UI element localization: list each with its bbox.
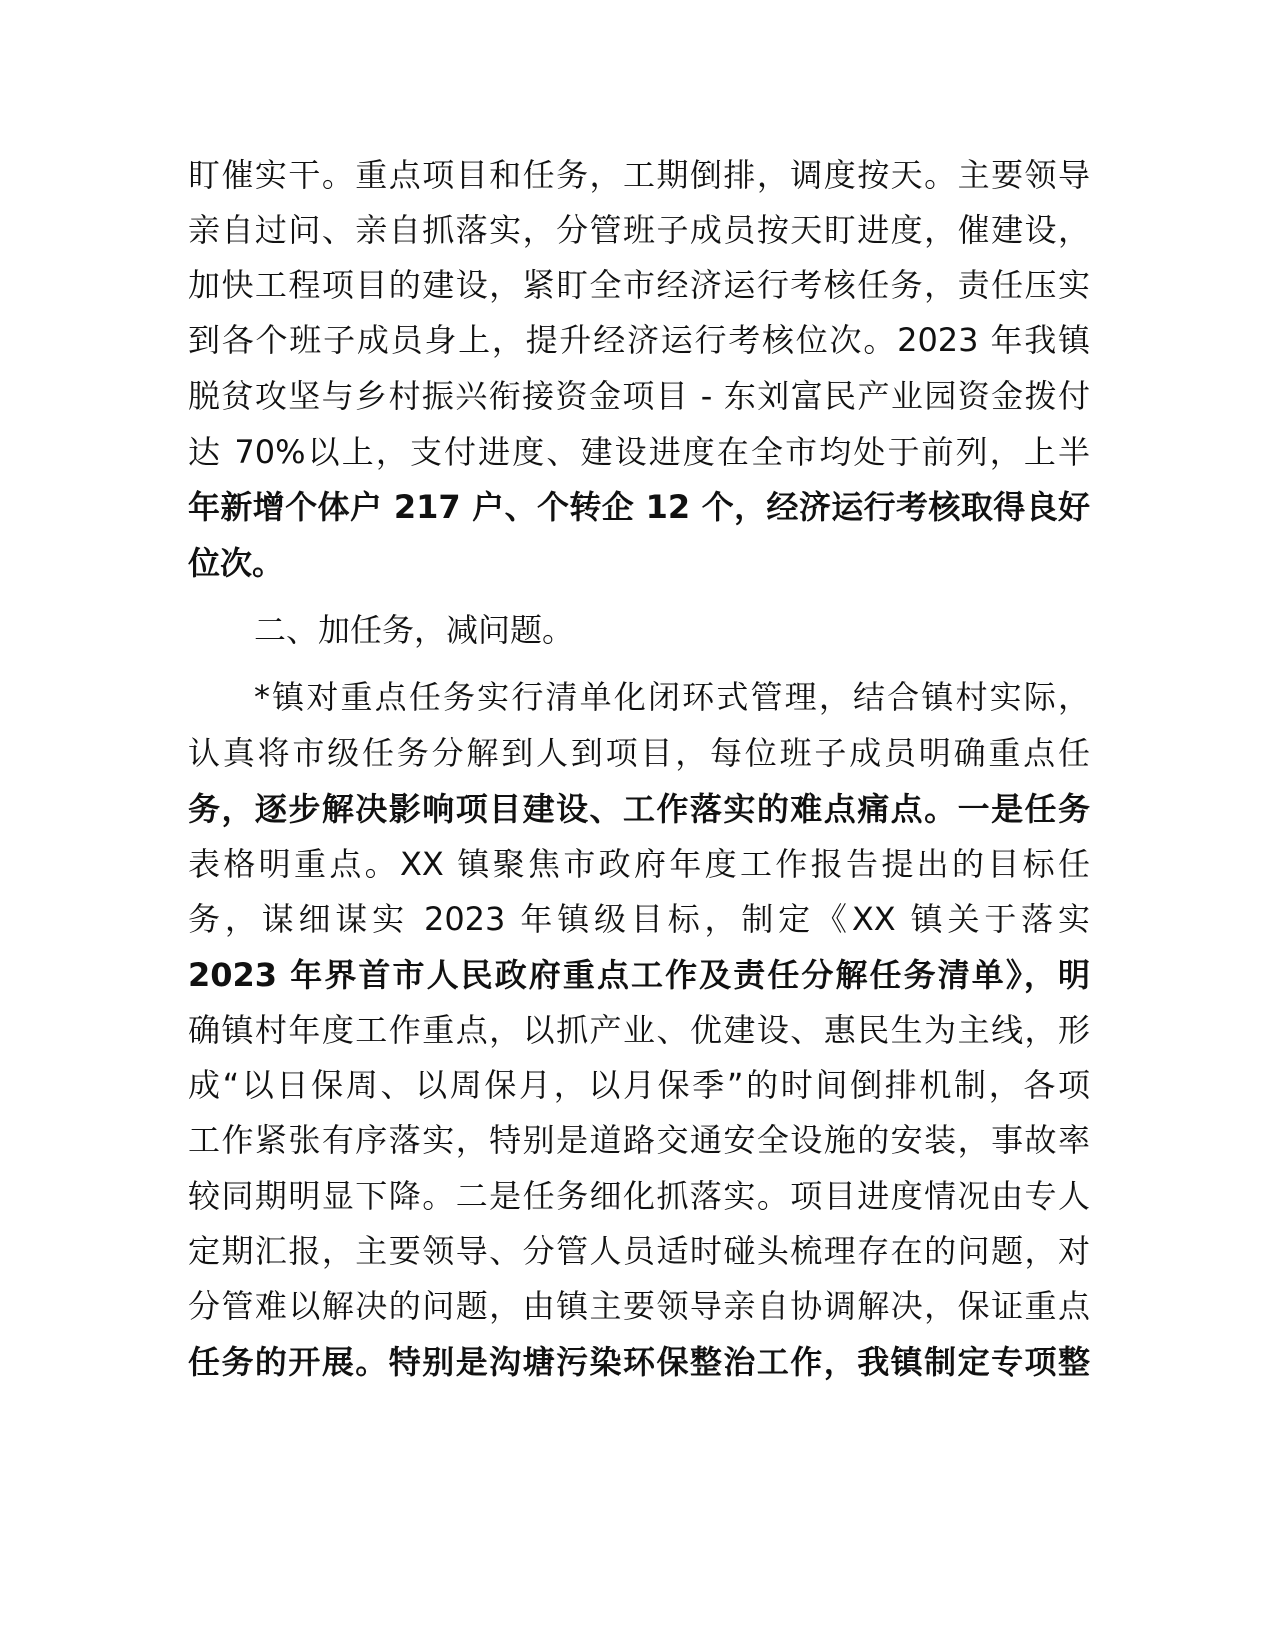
paragraph-line: 表格明重点。XX 镇聚焦市政府年度工作报告提出的目标任	[188, 845, 1090, 883]
paragraph-line: *镇对重点任务实行清单化闭环式管理，结合镇村实际，	[254, 678, 1090, 716]
paragraph-line: 认真将市级任务分解到人到项目，每位班子成员明确重点任	[188, 734, 1090, 772]
paragraph-line: 定期汇报，主要领导、分管人员适时碰头梳理存在的问题，对	[188, 1232, 1090, 1270]
paragraph-line: 加快工程项目的建设，紧盯全市经济运行考核任务，责任压实	[188, 266, 1090, 304]
paragraph-line: 达 70%以上，支付进度、建设进度在全市均处于前列，上半	[188, 433, 1090, 471]
paragraph-line: 年新增个体户 217 户、个转企 12 个，经济运行考核取得良好	[188, 488, 1090, 526]
paragraph-line: 盯催实干。重点项目和任务，工期倒排，调度按天。主要领导	[188, 156, 1090, 194]
paragraph-line: 务，谋细谋实 2023 年镇级目标，制定《XX 镇关于落实	[188, 900, 1090, 938]
paragraph-line: 成“以日保周、以周保月，以月保季”的时间倒排机制，各项	[188, 1066, 1090, 1104]
paragraph-line: 2023 年界首市人民政府重点工作及责任分解任务清单》，明	[188, 956, 1090, 994]
paragraph-line: 位次。	[188, 544, 285, 582]
paragraph-line: 分管难以解决的问题，由镇主要领导亲自协调解决，保证重点	[188, 1287, 1090, 1325]
paragraph-line: 务，逐步解决影响项目建设、工作落实的难点痛点。一是任务	[188, 790, 1090, 828]
paragraph-line: 确镇村年度工作重点，以抓产业、优建设、惠民生为主线，形	[188, 1011, 1090, 1049]
section-heading: 二、加任务，减问题。	[254, 611, 575, 649]
paragraph-line: 脱贫攻坚与乡村振兴衔接资金项目 - 东刘富民产业园资金拨付	[188, 377, 1090, 415]
paragraph-line: 亲自过问、亲自抓落实，分管班子成员按天盯进度，催建设，	[188, 211, 1090, 249]
paragraph-line: 较同期明显下降。二是任务细化抓落实。项目进度情况由专人	[188, 1177, 1090, 1215]
paragraph-line: 到各个班子成员身上，提升经济运行考核位次。2023 年我镇	[188, 321, 1090, 359]
paragraph-line: 工作紧张有序落实，特别是道路交通安全设施的安装，事故率	[188, 1121, 1090, 1159]
paragraph-line: 任务的开展。特别是沟塘污染环保整治工作，我镇制定专项整	[188, 1343, 1090, 1381]
